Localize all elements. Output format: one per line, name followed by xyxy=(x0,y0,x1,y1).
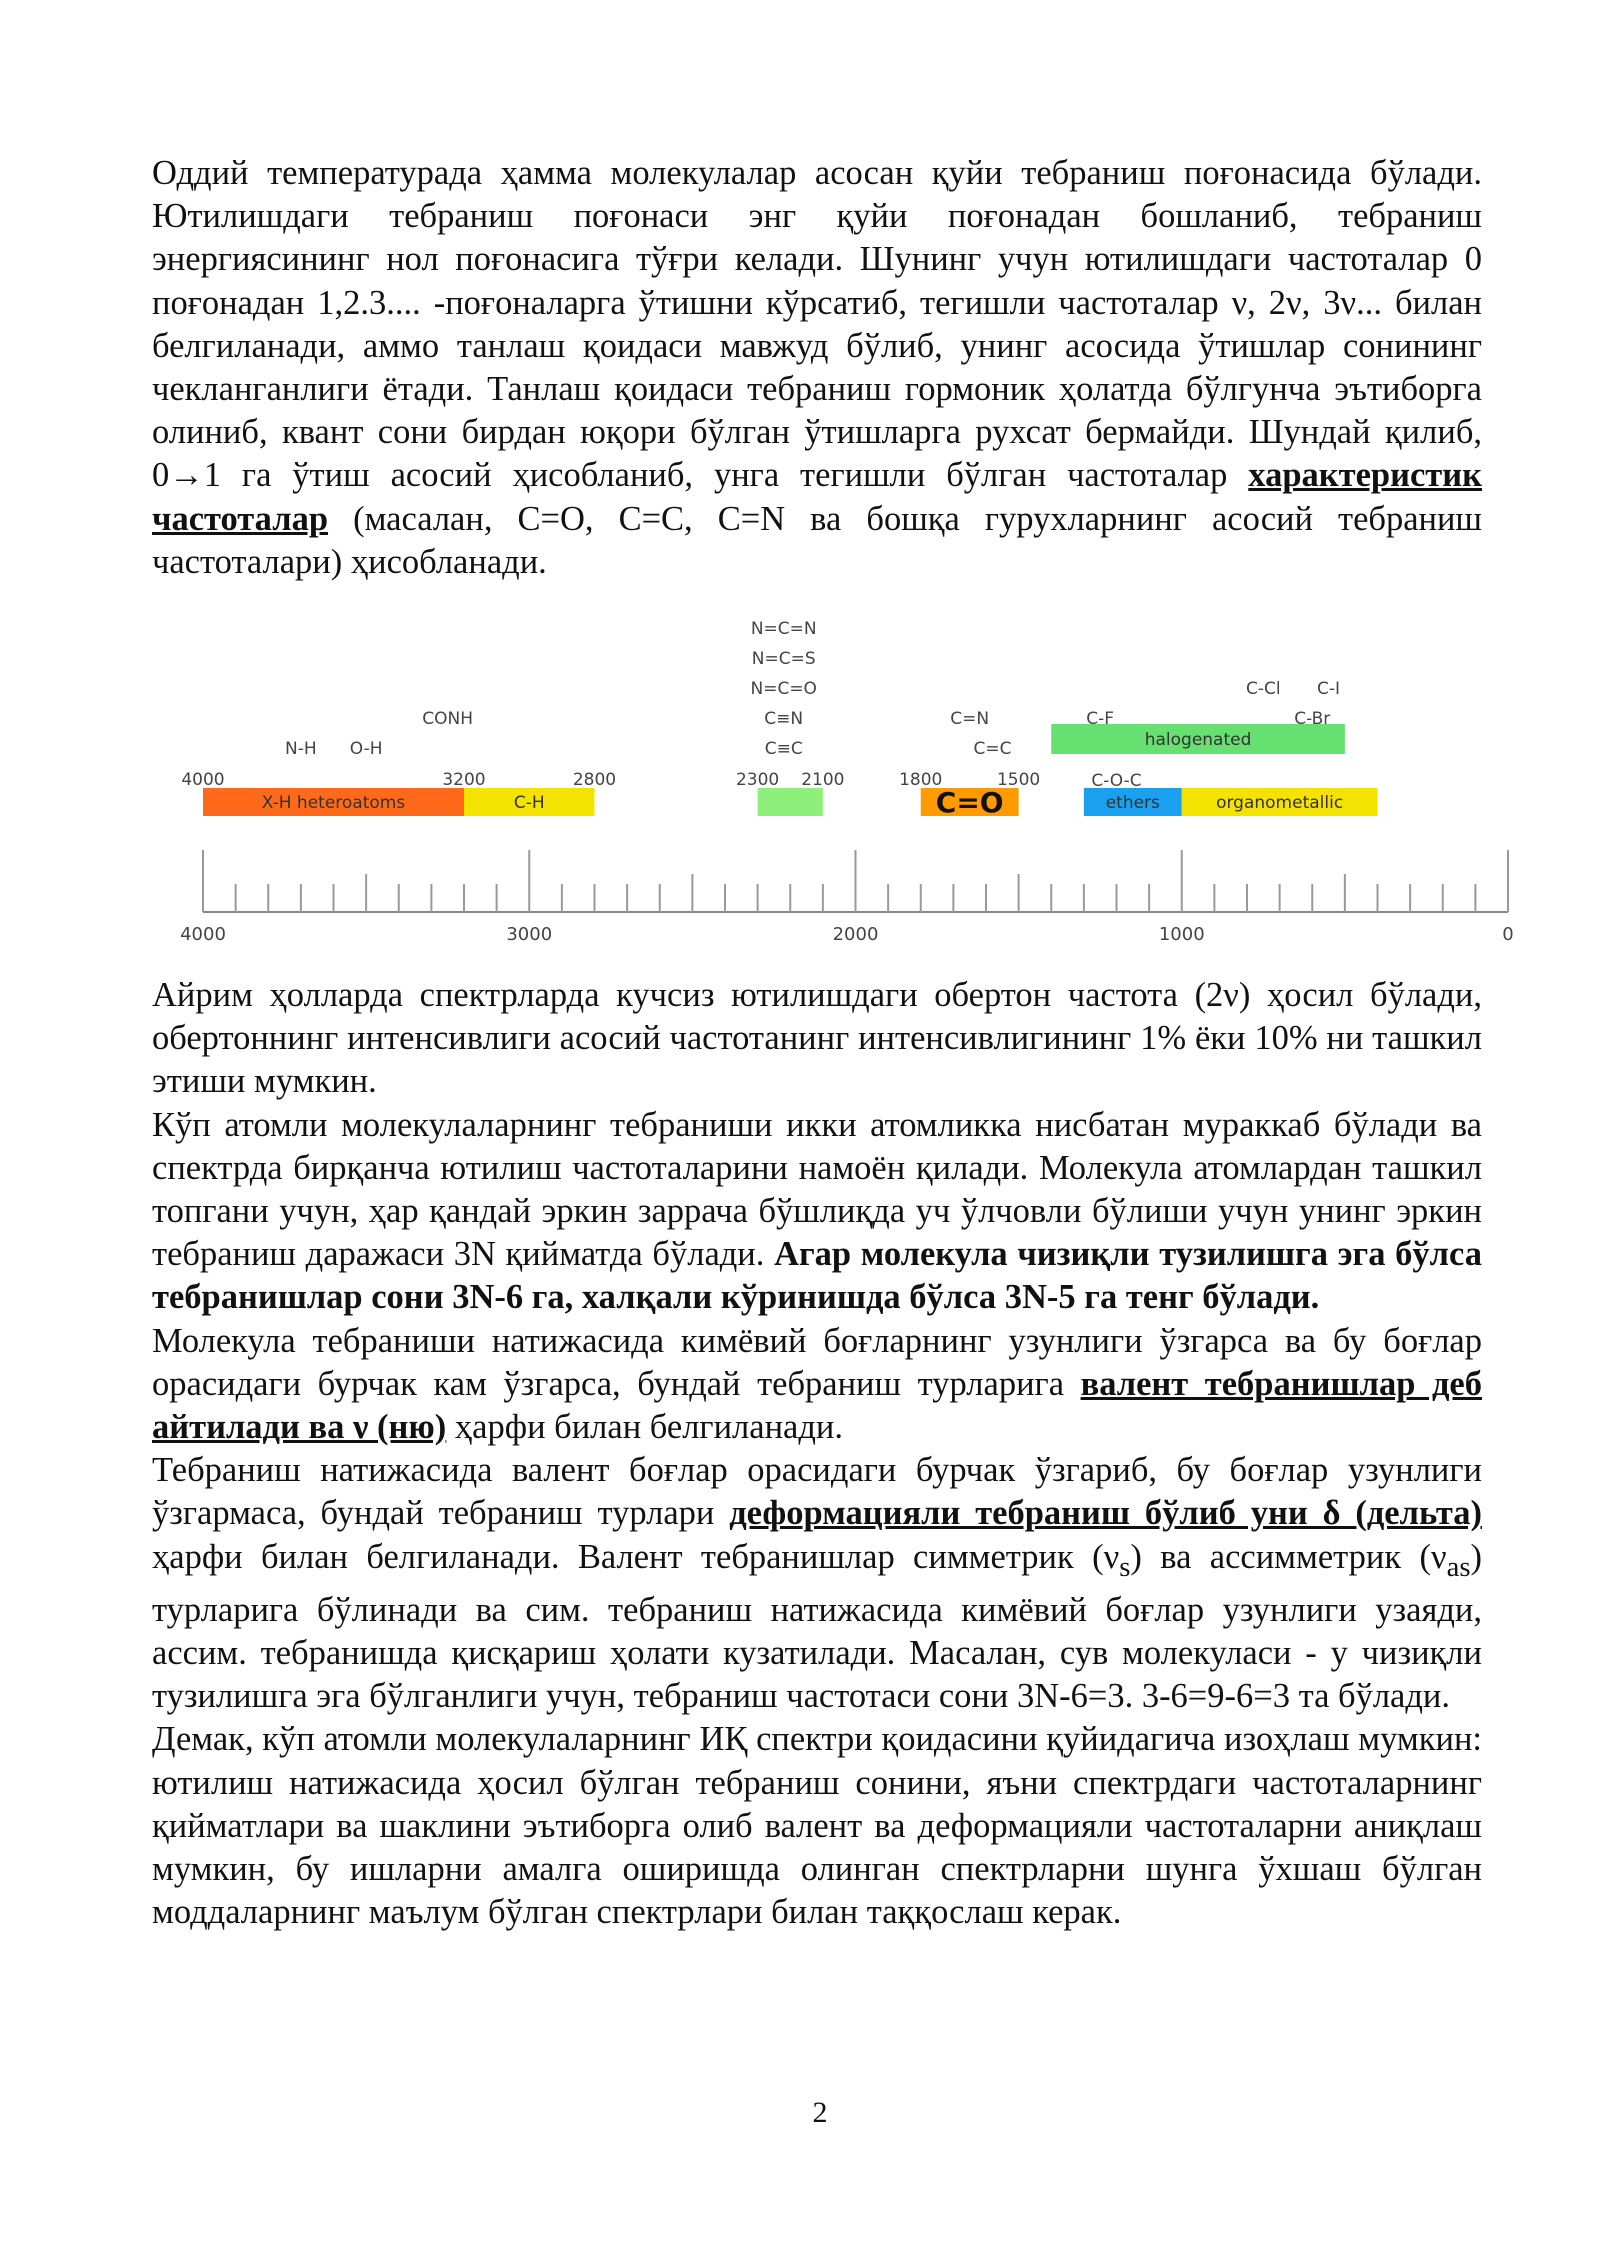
band-scale-label-2: 2800 xyxy=(572,770,617,790)
paragraph4-text-b: ҳарфи билан белгиланади. xyxy=(446,1408,843,1447)
subscript-as: as xyxy=(1446,1550,1471,1583)
paragraph5-text-c: ) ва ассимметрик (ν xyxy=(1130,1537,1447,1576)
paragraph5-text-d: ) турларига бўлинади ва сим. тебраниш натижасида кимёвий боғлар узунлиги узаяди, ассим. тебранишда қисқариш ҳолати кузатилади. Масалан, сув молекуласи - у чизиқли тузилишга эга бўлганлиги учун, тебраниш частотаси сони 3N-6=3. 3-6=9-6=3 та бўлади. xyxy=(152,1537,1483,1716)
band-scale-label-0: 4000 xyxy=(181,770,225,790)
band-label-0: X-H heteroatoms xyxy=(261,793,406,813)
group-label-0: N-H xyxy=(285,739,317,759)
body-text xyxy=(152,974,1482,1934)
ir-chart-svg xyxy=(170,616,1540,961)
paragraph-polyatomic xyxy=(152,1104,1482,1320)
group-label-1: O-H xyxy=(349,739,383,759)
paragraph1-text-b: (масалан, C=O, C=C, C=N ва бошқа гурухларнинг асосий тебраниш частоталари) ҳисобланади. xyxy=(152,499,1482,581)
paragraph-overtone: Айрим ҳолларда спектрларда кучсиз ютилишдаги обертон частота (2ν) ҳосил бўлади, обертоннинг интенсивлиги асосий частотанинг интенсивлигининг 1% ёки 10% ни ташкил этиши мумкин. xyxy=(152,976,1482,1101)
band-label-1: C-H xyxy=(513,793,545,813)
band-scale-label-1: 3200 xyxy=(442,770,486,790)
band-scale-label-3: 2300 xyxy=(735,770,780,790)
term-deformation-vibrations: деформацияли тебраниш бўлиб уни δ (дельта) xyxy=(729,1494,1482,1533)
band-label-5: ethers xyxy=(1105,793,1160,813)
paragraph3-bold-rule: Агар молекула чизиқли тузилишга эга бўлса тебранишлар сони 3N-6 га, халқали кўринишда бўлса 3N-5 га тенг бўлади. xyxy=(152,1235,1482,1317)
band-label-6: organometallic xyxy=(1216,793,1344,813)
group-label-4: N=C=S xyxy=(751,649,816,669)
group-label-6: C≡N xyxy=(764,709,804,729)
group-label-13: C-Br xyxy=(1294,709,1331,729)
term-characteristic-frequencies: характеристик частоталар xyxy=(152,456,1482,538)
paragraph-conclusion: Демак, кўп атомли молекулаларнинг ИҚ спектри қоидасини қуйидагича изоҳлаш мумкин: ютилиш натижасида ҳосил бўлган тебраниш сонини, яъни спектрдаги частоталарнинг қийматлари ва шаклини эътиборга олиб валент ва деформацияли частоталарни аниқлаш мумкин, бу ишларни амалга оширишда олинган спектрларни шунга ўхшаш бўлган моддаларнинг маълум бўлган спектрлари билан таққослаш керак. xyxy=(152,1720,1482,1932)
group-label-3: N=C=N xyxy=(750,619,817,639)
group-label-2: CONH xyxy=(422,709,474,729)
group-label-12: C-I xyxy=(1317,679,1341,699)
paragraph4-text-a: Молекула тебраниши натижасида кимёвий боғларнинг узунлиги ўзгарса ва бу боғлар орасидаги бурчак кам ўзгарса, бундай тебраниш турларига xyxy=(152,1321,1482,1403)
axis-tick-label-1: 3000 xyxy=(506,924,553,945)
subscript-s: s xyxy=(1119,1550,1131,1583)
band-2 xyxy=(758,788,823,816)
axis-tick-label-3: 1000 xyxy=(1158,924,1205,945)
group-label-8: C=N xyxy=(950,709,990,729)
group-label-9: C=C xyxy=(973,739,1012,759)
paragraph-valence-vibrations xyxy=(152,1320,1482,1450)
paragraph-vibration-levels xyxy=(152,152,1482,584)
axis-tick-label-0: 4000 xyxy=(180,924,226,945)
group-label-5: N=C=O xyxy=(750,679,817,699)
paragraph-deformation-vibrations xyxy=(152,1449,1482,1718)
group-label-10: C-F xyxy=(1086,709,1115,729)
paragraph3-text-a: Кўп атомли молекулаларнинг тебраниши икки атомликка нисбатан мураккаб бўлади ва спектрда бирқанча ютилиш частоталарини намоён қилади. Молекула атомлардан ташкил топгани учун, ҳар қандай эркин заррача бўшлиқда уч ўлчовли бўлиши учун унинг эркин тебраниш даражаси 3N қийматда бўлади. xyxy=(152,1105,1482,1274)
ir-frequency-chart xyxy=(170,616,1540,961)
band-scale-label-5: 1800 xyxy=(899,770,943,790)
band-scale-label-6: 1500 xyxy=(996,770,1041,790)
paragraph5-text-b: ҳарфи билан белгиланади. Валент тебранишлар симметрик (ν xyxy=(152,1537,1120,1576)
axis-tick-label-4: 0 xyxy=(1502,924,1514,945)
band-label-4: halogenated xyxy=(1144,730,1252,750)
group-label-7: C≡C xyxy=(764,739,803,759)
paragraph1-text-a: Оддий температурада ҳамма молекулалар асосан қуйи тебраниш поғонасида бўлади. Ютилишдаги тебраниш поғонаси энг қуйи поғонадан бошланиб, тебраниш энергиясининг нол поғонасига тўғри келади. Шунинг учун ютилишдаги частоталар 0 поғонадан 1,2.3.... -поғоналарга ўтишни кўрсатиб, тегишли частоталар ν, 2ν, 3ν... билан белгиланади, аммо танлаш қоидаси мавжуд бўлиб, унинг асосида ўтишлар сонининг чекланганлиги ётади. Танлаш қоидаси тебраниш гормоник ҳолатда бўлгунча эътиборга олиниб, квант сони бирдан юқори бўлган ўтишларга рухсат бермайди. Шундай қилиб, 0→1 га ўтиш асосий ҳисобланиб, унга тегишли бўлган частоталар xyxy=(152,154,1482,495)
paragraph5-text-a: Тебраниш натижасида валент боғлар орасидаги бурчак ўзгариб, бу боғлар узунлиги ўзгармаса, бундай тебраниш турлари xyxy=(152,1451,1482,1533)
band-scale-label-4: 2100 xyxy=(801,770,845,790)
group-label-14: C-O-C xyxy=(1091,771,1142,791)
term-valence-vibrations: валент тебранишлар деб айтилади ва ν (ню) xyxy=(152,1364,1482,1447)
group-label-11: C-Cl xyxy=(1246,679,1281,699)
axis-tick-label-2: 2000 xyxy=(832,924,879,945)
page-number: 2 xyxy=(812,2096,828,2129)
band-label-3: C=O xyxy=(935,786,1004,819)
